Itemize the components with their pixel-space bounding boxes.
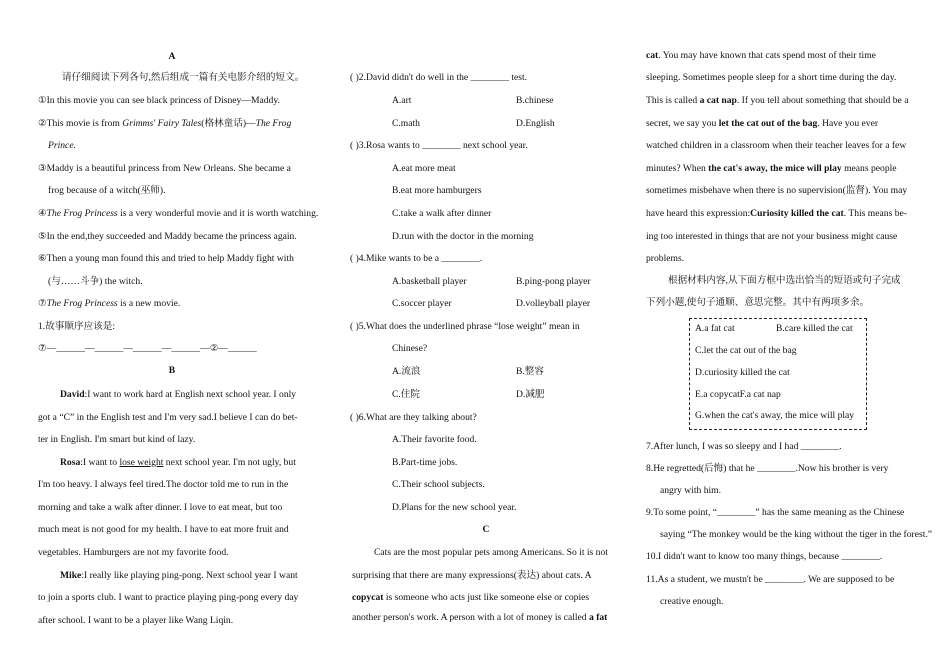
box-option-c: C.let the cat out of the bag [695, 345, 797, 356]
q3-option-d[interactable]: D.run with the doctor in the morning [392, 231, 534, 242]
question-11-line2: creative enough. [660, 596, 724, 607]
q2-option-c[interactable]: C.math [392, 118, 420, 129]
passage-c2-line5: watched children in a classroom when their teacher leaves for a few [646, 140, 907, 151]
david-line1 [60, 389, 296, 401]
passage-c-line1: Cats are the most popular pets among Americans. So it is not [374, 547, 608, 558]
term-let-cat-out: let the cat out of the bag [718, 118, 818, 129]
passage-c-line3-text: is someone who acts just like someone else or copies [383, 592, 590, 603]
rosa-line3: morning and take a walk after dinner. I love to eat meat, but too [38, 502, 283, 513]
sentence-4-post: is a very wonderful movie and it is worth watching. [117, 208, 319, 219]
term-cats-away: the cat's away, the mice will play [708, 163, 842, 174]
passage-c2-line2: sleeping. Sometimes people sleep for a short time during the day. [646, 72, 897, 83]
question-11: 11.As a student, we mustn't be ________. We are supposed to be [646, 574, 895, 585]
rosa-name: Rosa [60, 457, 81, 468]
p-l6-post: means people [841, 163, 897, 174]
term-fat-cat: a fat [589, 612, 608, 623]
q2-option-d[interactable]: D.English [516, 118, 555, 129]
instructions-line1: 根据材料内容,从下面方框中选出恰当的短语或句子完成 [668, 275, 901, 286]
question-6: ( )6.What are they talking about? [350, 412, 477, 423]
sentence-2-mid: (格林童话)— [201, 118, 256, 129]
question-8-line2: angry with him. [660, 485, 722, 496]
section-title-c: C [482, 524, 490, 535]
section-title-b: B [168, 365, 176, 376]
passage-c2-line10: problems. [646, 253, 685, 264]
rosa-line2: I'm too heavy. I always feel tired.The doctor told me to run in the [38, 479, 289, 490]
intro-text: 请仔细阅读下列各句,然后组成一篇有关电影介绍的短文。 [62, 72, 305, 83]
p-l3-pre: This is called [646, 95, 700, 106]
p-l4-post: . Have you ever [817, 118, 879, 129]
question-9: 9.To some point, “________” has the same meaning as the Chinese [646, 507, 905, 518]
q3-option-c[interactable]: C.take a walk after dinner [392, 208, 492, 219]
q2-option-b[interactable]: B.chinese [516, 95, 554, 106]
sentence-6-line2: (与……斗争) the witch. [48, 276, 143, 287]
p-l3-post: . If you tell about something that should be a [736, 95, 909, 106]
sentence-7-num: ⑦ [38, 298, 47, 309]
q6-option-a[interactable]: A.Their favorite food. [392, 434, 477, 445]
david-text: :I want to work hard at English next school year. I only [84, 389, 297, 400]
rosa-line4: much meat is not good for my health. I have to eat more fruit and [38, 524, 289, 535]
sentence-7 [38, 298, 180, 310]
q5-option-c[interactable]: C.住院 [392, 389, 420, 400]
p-l4-pre: secret, we say you [646, 118, 719, 129]
sentence-3-line2: frog because of a witch(巫师). [48, 185, 166, 196]
mike-line3: after school. I want to be a player like Wang Liqin. [38, 615, 234, 626]
mike-line2: to join a sports club. I want to practice playing ping-pong every day [38, 592, 299, 603]
question-7: 7.After lunch, I was so sleepy and I had ________. [646, 441, 842, 452]
q4-option-a[interactable]: A.basketball player [392, 276, 467, 287]
david-name: David [60, 389, 85, 400]
sentence-2 [38, 118, 291, 130]
term-curiosity: Curiosity killed the cat [750, 208, 844, 219]
passage-c2-line1-text: . You may have known that cats spend most of their time [658, 50, 876, 61]
question-3: ( )3.Rosa wants to ________ next school year. [350, 140, 528, 151]
q4-option-d[interactable]: D.volleyball player [516, 298, 591, 309]
sentence-1: ①In this movie you can see black princess of Disney—Maddy. [38, 95, 280, 106]
term-copycat: copycat [352, 592, 384, 603]
mike-name: Mike [60, 570, 82, 581]
question-5: ( )5.What does the underlined phrase “lose weight” mean in [350, 321, 580, 332]
passage-c2-line7: sometimes misbehave when there is no supervision(监督). You may [646, 185, 908, 196]
passage-c2-line3 [646, 95, 908, 107]
sentence-4 [38, 208, 318, 220]
david-line2: got a “C” in the English test and I'm very sad.I believe I can do bet- [38, 412, 298, 423]
box-option-d: D.curiosity killed the cat [695, 367, 790, 378]
question-8: 8.He regretted(后悔) that he ________.Now his brother is very [646, 463, 889, 474]
q5-option-d[interactable]: D.减肥 [516, 389, 545, 400]
section-title-a: A [168, 51, 176, 62]
question-1: 1.故事顺序应该是: [38, 321, 116, 332]
q4-option-c[interactable]: C.soccer player [392, 298, 452, 309]
sentence-3-line1: ③Maddy is a beautiful princess from New Orleans. She became a [38, 163, 291, 174]
sentence-7-title: The Frog Princess [46, 298, 118, 309]
passage-c-line4 [352, 612, 607, 624]
passage-c2-line1 [646, 50, 876, 62]
box-option-b: B.care killed the cat [776, 323, 853, 334]
q2-option-a[interactable]: A.art [392, 95, 412, 106]
rosa-pre: :I want to [80, 457, 120, 468]
p-l6-pre: minutes? When [646, 163, 709, 174]
question-10: 10.I didn't want to know too many things, because ________. [646, 551, 883, 562]
term-cat: cat [646, 50, 659, 61]
question-1-answer-blanks[interactable]: ⑦—______—______—______—______—②—______ [38, 343, 257, 354]
box-option-ef: E.a copycatF.a cat nap [695, 389, 781, 400]
q6-option-d[interactable]: D.Plans for the new school year. [392, 502, 517, 513]
underlined-phrase: lose weight [119, 457, 164, 468]
sentence-6-line1: ⑥Then a young man found this and tried to help Maddy fight with [38, 253, 294, 264]
q5-option-b[interactable]: B.整容 [516, 366, 544, 377]
rosa-post: next school year. I'm not ugly, but [163, 457, 296, 468]
passage-c2-line9: ing too interested in things that are not your business might cause [646, 231, 898, 242]
question-4: ( )4.Mike wants to be a ________. [350, 253, 483, 264]
p-l8-pre: have heard this expression: [646, 208, 751, 219]
passage-c-line4-text: another person's work. A person with a lot of money is called [352, 612, 589, 623]
question-2: ( )2.David didn't do well in the ________ test. [350, 72, 528, 83]
q5-option-a[interactable]: A.流浪 [392, 366, 421, 377]
q3-option-b[interactable]: B.eat more hamburgers [392, 185, 482, 196]
sentence-2-title2: The Frog [255, 118, 292, 129]
sentence-4-num: ④ [38, 208, 47, 219]
passage-c2-line6 [646, 163, 897, 175]
passage-c-line3 [352, 592, 589, 604]
q4-option-b[interactable]: B.ping-pong player [516, 276, 591, 287]
box-option-g: G.when the cat's away, the mice will play [695, 410, 855, 421]
mike-line1 [60, 570, 298, 582]
question-9-line2: saying “The monkey would be the king without the tiger in the forest.” [660, 529, 933, 540]
q6-option-b[interactable]: B.Part-time jobs. [392, 457, 458, 468]
passage-c2-line8 [646, 208, 907, 220]
mike-text: :I really like playing ping-pong. Next school year I want [81, 570, 298, 581]
p-l8-post: . This means be- [843, 208, 907, 219]
term-cat-nap: a cat nap [699, 95, 737, 106]
sentence-5: ⑤In the end,they succeeded and Maddy became the princess again. [38, 231, 297, 242]
rosa-line1 [60, 457, 296, 469]
instructions-line2: 下列小题,使句子通顺、意思完整。其中有两项多余。 [646, 297, 870, 308]
passage-c-line2: surprising that there are many expressions(表达) about cats. A [352, 570, 592, 581]
passage-c2-line4 [646, 118, 878, 130]
sentence-2-title: Grimms' Fairy Tales [122, 118, 202, 129]
q3-option-a[interactable]: A.eat more meat [392, 163, 456, 174]
sentence-7-post: is a new movie. [117, 298, 181, 309]
sentence-4-title: The Frog Princess [46, 208, 118, 219]
q6-option-c[interactable]: C.Their school subjects. [392, 479, 485, 490]
sentence-2-pre: ②This movie is from [38, 118, 123, 129]
box-option-a: A.a fat cat [695, 323, 735, 334]
sentence-2-line2: Prince. [48, 140, 76, 151]
david-line3: ter in English. I'm smart but kind of lazy. [38, 434, 196, 445]
question-5-line2: Chinese? [392, 343, 428, 354]
rosa-line5: vegetables. Hamburgers are not my favorite food. [38, 547, 229, 558]
